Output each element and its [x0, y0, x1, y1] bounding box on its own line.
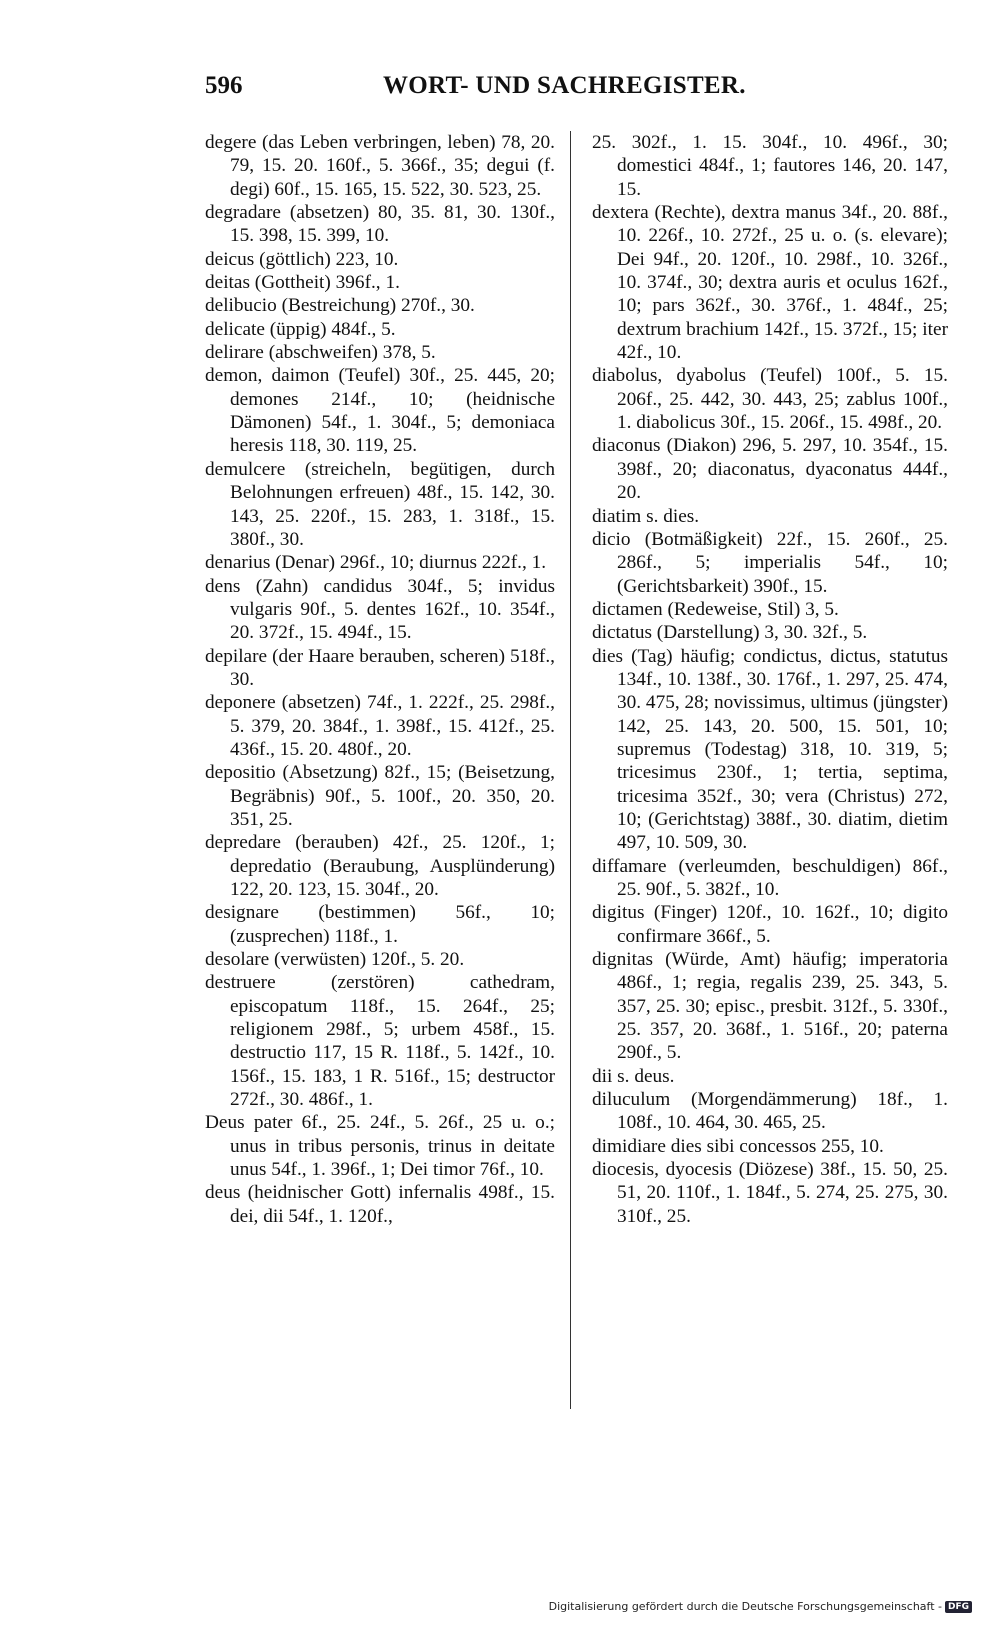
column-divider: [570, 131, 571, 1409]
index-entry: deitas (Gottheit) 396f., 1.: [205, 272, 400, 294]
index-entry: denarius (Denar) 296f., 10; diurnus 222f., 1.: [205, 552, 547, 574]
index-entry: diluculum (Morgendämmerung) 18f., 1. 108f., 10. 464, 30. 465, 25.: [592, 1089, 948, 1134]
index-entry: diabolus, dyabolus (Teufel) 100f., 5. 15. 206f., 25. 442, 30. 443, 25; zablus 100f., 1. diabolicus 30f., 15. 206f., 15. 498f., 20.: [592, 365, 948, 434]
index-entry: dextera (Rechte), dextra manus 34f., 20. 88f., 10. 226f., 10. 272f., 25 u. o. (s. elevare); Dei 94f., 20. 120f., 10. 298f., 10. 326f., 10. 374f., 30; dextra auris et oculus 162f., 10; pars 362f., 30. 376f., 1. 484f., 25; dextrum brachium 142f., 15. 372f., 15; iter 42f., 10.: [592, 202, 948, 364]
index-entry: diatim s. dies.: [592, 505, 700, 527]
index-entry: dignitas (Würde, Amt) häufig; imperatoria 486f., 1; regia, regalis 239, 25. 343, 5. 357, 25. 30; episc., presbit. 312f., 5. 330f., 25. 357, 20. 368f., 1. 516f., 20; paterna 290f., 5.: [592, 949, 948, 1064]
index-entry: deicus (göttlich) 223, 10.: [205, 248, 399, 270]
running-head: WORT- UND SACHREGISTER.: [383, 72, 746, 99]
index-entry: dies (Tag) häufig; condictus, dictus, statutus 134f., 10. 138f., 30. 176f., 1. 297, 25. 474, 30. 475, 28; novissimus, ultimus (jüngster) 142, 25. 143, 20. 500, 15. 501, 10; supremus (Todestag) 318, 10. 319, 5; tricesimus 230f., 1; tertia, septima, tricesima 352f., 30; vera (Christus) 272, 10; (Gerichtstag) 388f., 30. diatim, dietim 497, 10. 509, 30.: [592, 645, 949, 854]
index-entry: dictamen (Redeweise, Stil) 3, 5.: [592, 598, 839, 620]
digitization-footer: [549, 1600, 972, 1613]
right-column: [592, 131, 948, 1228]
index-entry: delicate (üppig) 484f., 5.: [205, 318, 396, 340]
page-number: 596: [205, 72, 243, 99]
index-entry: degere (das Leben verbringen, leben) 78, 20. 79, 15. 20. 160f., 5. 366f., 35; degui (f. degi) 60f., 15. 165, 15. 522, 30. 523, 25.: [205, 132, 555, 200]
index-entry: dens (Zahn) candidus 304f., 5; invidus vulgaris 90f., 5. dentes 162f., 10. 354f., 20. 372f., 15. 494f., 15.: [205, 575, 555, 644]
index-entry: destruere (zerstören) cathedram, episcopatum 118f., 15. 264f., 25; religionem 298f., 5; urbem 458f., 15. destructio 117, 15 R. 118f., 5. 142f., 10. 156f., 15. 183, 1 R. 516f., 15; destructor 272f., 30. 486f., 1.: [205, 972, 555, 1111]
index-entry: depositio (Absetzung) 82f., 15; (Beisetzung, Begräbnis) 90f., 5. 100f., 20. 350, 20. 351, 25.: [205, 762, 555, 830]
index-entry: designare (bestimmen) 56f., 10; (zusprechen) 118f., 1.: [205, 902, 555, 947]
index-entry: dii s. deus.: [592, 1065, 675, 1087]
index-entry: deus (heidnischer Gott) infernalis 498f., 15. dei, dii 54f., 1. 120f.,: [205, 1182, 555, 1227]
index-entry: desolare (verwüsten) 120f., 5. 20.: [205, 949, 465, 971]
index-entry: diocesis, dyocesis (Diözese) 38f., 15. 50, 25. 51, 20. 110f., 1. 184f., 5. 274, 25. 275, 30. 310f., 25.: [592, 1159, 948, 1227]
left-column: [205, 131, 555, 1228]
index-entry: demulcere (streicheln, begütigen, durch Belohnungen erfreuen) 48f., 15. 142, 30. 143, 25. 220f., 15. 283, 1. 318f., 15. 380f., 30.: [205, 458, 555, 550]
index-entry: dictatus (Darstellung) 3, 30. 32f., 5.: [592, 622, 868, 644]
index-entry: diaconus (Diakon) 296, 5. 297, 10. 354f., 15. 398f., 20; diaconatus, dyaconatus 444f., 20.: [592, 435, 948, 504]
index-entry: deponere (absetzen) 74f., 1. 222f., 25. 298f., 5. 379, 20. 384f., 1. 398f., 15. 412f., 25. 436f., 15. 20. 480f., 20.: [205, 692, 555, 760]
index-entry: delibucio (Bestreichung) 270f., 30.: [205, 295, 475, 317]
index-entry: demon, daimon (Teufel) 30f., 25. 445, 20; demones 214f., 10; (heidnische Dämonen) 54f., 1. 304f., 5; demoniaca heresis 118, 30. 119, 25.: [205, 365, 555, 457]
index-entry: dicio (Botmäßigkeit) 22f., 15. 260f., 25. 286f., 5; imperialis 54f., 10; (Gerichtsbarkeit) 390f., 15.: [592, 528, 948, 597]
index-entry: delirare (abschweifen) 378, 5.: [205, 342, 436, 364]
index-entry: diffamare (verleumden, beschuldigen) 86f., 25. 90f., 5. 382f., 10.: [592, 855, 948, 900]
index-entry: 25. 302f., 1. 15. 304f., 10. 496f., 30; domestici 484f., 1; fautores 146, 20. 147, 15.: [592, 132, 948, 200]
index-entry: digitus (Finger) 120f., 10. 162f., 10; digito confirmare 366f., 5.: [592, 902, 948, 947]
dfg-logo: DFG: [945, 1601, 972, 1613]
footer-text: Digitalisierung gefördert durch die Deutsche Forschungsgemeinschaft -: [548, 1600, 942, 1613]
index-entry: Deus pater 6f., 25. 24f., 5. 26f., 25 u. o.; unus in tribus personis, trinus in deitate unus 54f., 1. 396f., 1; Dei timor 76f., 10.: [205, 1112, 555, 1181]
index-entry: dimidiare dies sibi concessos 255, 10.: [592, 1135, 884, 1157]
index-entry: depredare (berauben) 42f., 25. 120f., 1; depredatio (Beraubung, Ausplünderung) 122, 20. 123, 15. 304f., 20.: [205, 832, 555, 900]
index-entry: degradare (absetzen) 80, 35. 81, 30. 130f., 15. 398, 15. 399, 10.: [205, 202, 555, 247]
index-entry: depilare (der Haare berauben, scheren) 518f., 30.: [205, 645, 555, 690]
